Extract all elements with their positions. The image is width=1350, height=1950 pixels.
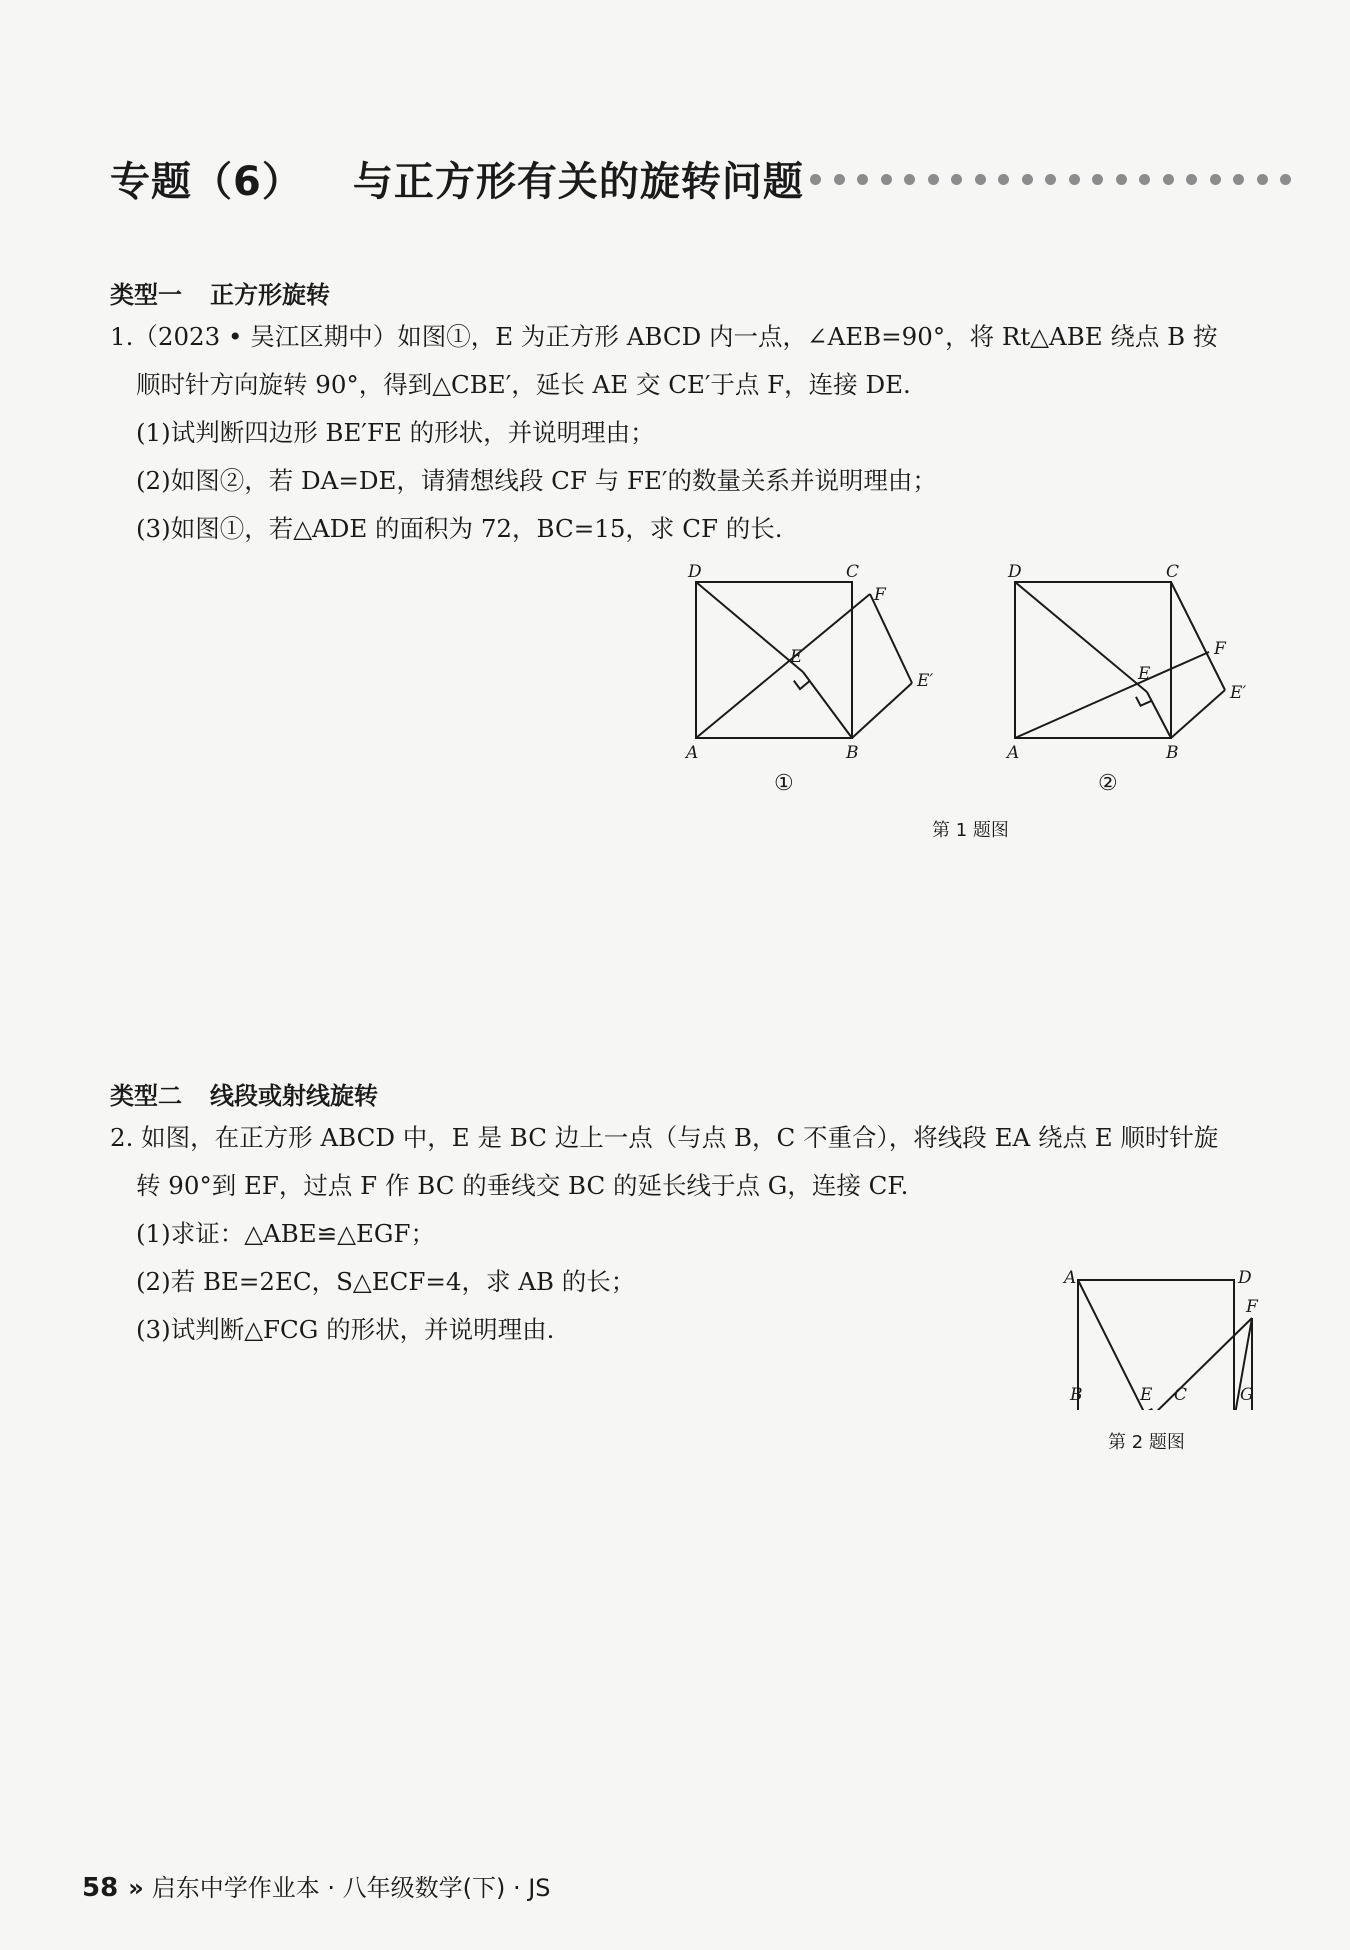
segment-e1b-1 <box>852 683 912 738</box>
page-number: 58 <box>82 1873 119 1903</box>
label-e: E <box>1140 1385 1153 1405</box>
square-abcd-2 <box>1015 582 1171 738</box>
segment-ce1-2 <box>1171 582 1225 690</box>
label-c-1: C <box>846 562 860 582</box>
problem1-question-3: (3)如图①，若△ADE 的面积为 72，BC=15，求 CF 的长. <box>136 514 783 543</box>
label-c-2: C <box>1166 562 1180 582</box>
segment-eb-1 <box>803 672 852 738</box>
label-e-1: E <box>790 647 803 667</box>
right-angle-mark-e <box>1144 1409 1155 1410</box>
segment-ae <box>1078 1280 1148 1410</box>
problem2-question-1: (1)求证：△ABE≌△EGF； <box>136 1219 435 1248</box>
label-a: A <box>1064 1268 1077 1288</box>
problem1-question-1: (1)试判断四边形 BE′FE 的形状，并说明理由； <box>136 418 655 447</box>
problem2-line-2: 转 90°到 EF，过点 F 作 BC 的垂线交 BC 的延长线于点 G，连接 CF. <box>136 1171 909 1200</box>
label-c: C <box>1174 1385 1188 1405</box>
page-footer <box>82 1868 551 1903</box>
label-a-1: A <box>686 743 699 763</box>
problem1-line-2: 顺时针方向旋转 90°，得到△CBE′，延长 AE 交 CE′于点 F，连接 DE. <box>136 370 911 399</box>
label-e-2: E <box>1138 664 1151 684</box>
segment-e1b-2 <box>1171 690 1225 738</box>
double-chevron-icon: » <box>128 1874 144 1902</box>
problem2-question-3: (3)试判断△FCG 的形状，并说明理由. <box>136 1315 555 1344</box>
label-f-2: F <box>1214 639 1226 659</box>
segment-af-2 <box>1015 652 1209 738</box>
problem1-line-1: 1.（2023 • 吴江区期中）如图①，E 为正方形 ABCD 内一点，∠AEB=90°，将 Rt△ABE 绕点 B 按 <box>110 322 1218 351</box>
problem1-question-2: (2)如图②，若 DA=DE，请猜想线段 CF 与 FE′的数量关系并说明理由； <box>136 466 937 495</box>
label-a-2: A <box>1007 743 1020 763</box>
segment-eb-2 <box>1147 692 1171 738</box>
figure-2-diagram <box>1050 1260 1280 1410</box>
figure-1-caption: 第 1 题图 <box>932 820 1009 841</box>
label-e-prime-2: E′ <box>1230 683 1247 703</box>
title-dot-leader <box>810 170 1304 189</box>
label-f-1: F <box>874 585 886 605</box>
segment-ef <box>1148 1318 1252 1410</box>
label-f: F <box>1246 1297 1258 1317</box>
label-d-1: D <box>688 562 702 582</box>
square-abcd <box>1078 1280 1234 1410</box>
right-angle-mark-1 <box>794 681 809 689</box>
section-heading-1: 类型一 正方形旋转 <box>110 281 330 309</box>
label-b-2: B <box>1166 743 1179 763</box>
segment-af-1 <box>696 594 870 738</box>
topic-number: 专题（6） <box>110 159 303 205</box>
label-b-1: B <box>846 743 859 763</box>
figure-1-sub-label-1: ① <box>774 771 794 796</box>
page-title <box>110 150 804 207</box>
label-b: B <box>1070 1385 1083 1405</box>
label-e-prime-1: E′ <box>917 671 934 691</box>
label-d-2: D <box>1008 562 1022 582</box>
segment-de-1 <box>696 582 803 672</box>
square-abcd-1 <box>696 582 852 738</box>
figure-1-sub-label-2: ② <box>1098 771 1118 796</box>
figure-1-diagram <box>670 555 1270 855</box>
label-d: D <box>1238 1268 1252 1288</box>
segment-de-2 <box>1015 582 1147 692</box>
problem2-question-2: (2)若 BE=2EC，S△ECF=4，求 AB 的长； <box>136 1267 636 1296</box>
section-heading-2: 类型二 线段或射线旋转 <box>110 1082 378 1110</box>
figure-2-caption: 第 2 题图 <box>1108 1432 1185 1453</box>
label-g: G <box>1240 1385 1254 1405</box>
book-title: 启东中学作业本 · 八年级数学(下) · JS <box>151 1874 551 1902</box>
problem2-line-1: 2. 如图，在正方形 ABCD 中，E 是 BC 边上一点（与点 B，C 不重合），将线段 EA 绕点 E 顺时针旋 <box>110 1123 1219 1152</box>
topic-name: 与正方形有关的旋转问题 <box>352 159 804 205</box>
segment-fe1-1 <box>870 594 912 683</box>
